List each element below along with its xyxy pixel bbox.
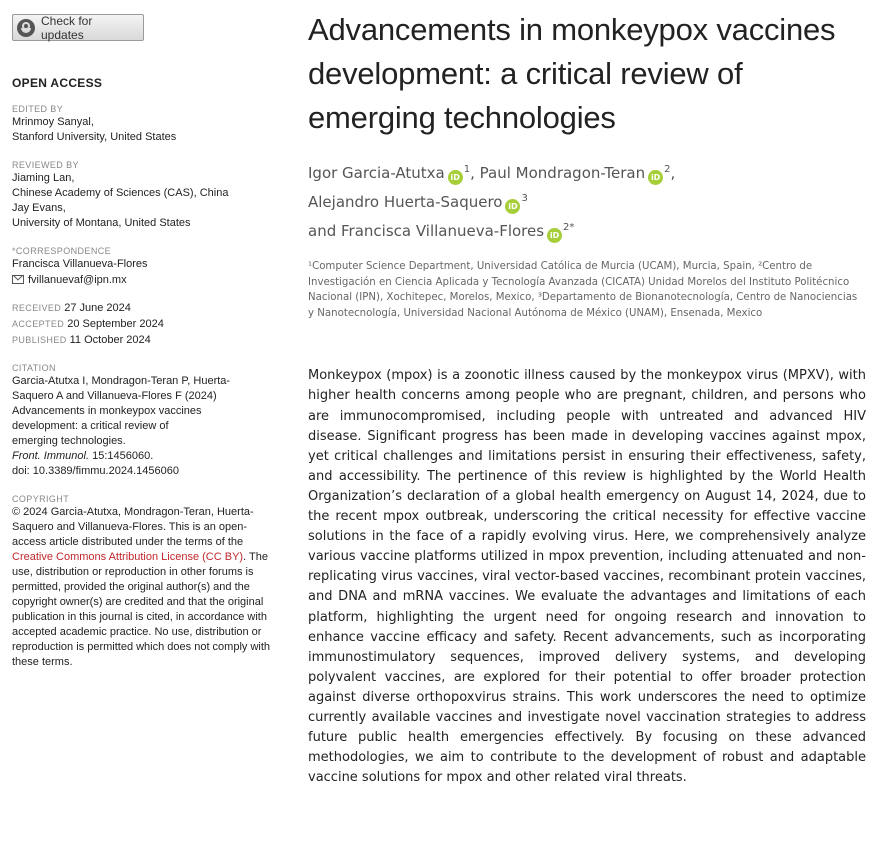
author-conjunction: and	[308, 222, 341, 240]
reviewer-2-affiliation: University of Montana, United States	[12, 216, 191, 229]
author-affiliation-marker: 2	[664, 164, 671, 175]
affiliations: ¹Computer Science Department, Universidad Católica de Murcia (UCAM), Murcia, Spain, ²Centro de Investigación en Ciencia Aplicada y Tecnología Avanzada (CICATA) Unidad Morelos del Instituto Politécnico Nacional (IPN), Xochitepec, Morelos, Mexico, ³Departamento de Bionanotecnología, Centro de Nanociencias y Nanotecnología, Universidad Nacional Autónoma de México (UNAM), Ensenada, Mexico	[308, 261, 858, 319]
citation-journal: Front. Immunol.	[12, 449, 90, 462]
orcid-icon[interactable]: iD	[648, 170, 663, 185]
check-for-updates-label: Check for updates	[41, 13, 93, 42]
citation-text	[12, 374, 274, 479]
accepted-date: 20 September 2024	[67, 317, 164, 330]
orcid-icon[interactable]: iD	[505, 199, 520, 214]
orcid-icon[interactable]: iD	[448, 170, 463, 185]
update-badge-icon	[17, 19, 35, 37]
citation-label: CITATION	[12, 362, 56, 373]
received-label: RECEIVED	[12, 302, 62, 313]
received-date: 27 June 2024	[64, 301, 131, 314]
copyright-text-end: . The use, distribution or reproduction in other forums is permitted, provided the original author(s) and the copyright owner(s) are credited and that the original publication in this journal is cited, in accordance with accepted academic practice. No use, distribution or reproduction is permitted which does not comply with these terms.	[12, 550, 271, 668]
citation-line: development: a critical review of	[12, 419, 169, 432]
article-title: Advancements in monkeypox vaccines development: a critical review of emerging technologies	[308, 12, 836, 135]
author-affiliation-marker: 1	[463, 164, 471, 175]
copyright-label: COPYRIGHT	[12, 493, 70, 504]
editor-affiliation: Stanford University, United States	[12, 130, 177, 143]
copyright-text-start: © 2024 Garcia-Atutxa, Mondragon-Teran, Huerta-Saquero and Villanueva-Flores. This is an open-access article distributed under the terms of the	[12, 505, 254, 548]
reviewer-1-affiliation: Chinese Academy of Sciences (CAS), China	[12, 186, 229, 199]
mail-icon	[12, 275, 24, 284]
author-name[interactable]: Alejandro Huerta-Saquero	[308, 193, 503, 211]
correspondent-email-row[interactable]	[12, 272, 274, 288]
citation-line: Garcia-Atutxa I, Mondragon-Teran P, Huerta-	[12, 374, 231, 387]
dates-block	[12, 300, 274, 348]
correspondence-label: *CORRESPONDENCE	[12, 245, 112, 256]
citation-line: Saquero A and Villanueva-Flores F (2024)	[12, 389, 217, 402]
reviewer-1-name: Jiaming Lan,	[12, 171, 75, 184]
article-main	[308, 8, 866, 788]
cc-by-license-link[interactable]: Creative Commons Attribution License (CC BY)	[12, 550, 244, 563]
article-info-sidebar	[12, 14, 274, 670]
author-affiliation-marker: 3	[521, 193, 528, 204]
author-affiliation-marker: 2*	[563, 222, 575, 233]
abstract: Monkeypox (mpox) is a zoonotic illness caused by the monkeypox virus (MPXV), with higher health concerns among people who are pregnant, children, and persons who are immunocompromised, including people with untreated and advanced HIV disease. Significant progress has been made in developing vaccines against mpox, yet critical challenges and limitations persist in ensuring their effectiveness, safety, and accessibility. The pertinence of this review is highlighted by the World Health Organization’s declaration of a global health emergency on August 14, 2024, due to the recent mpox outbreak, underscoring the critical necessity for effective vaccine solutions in the face of a rapidly evolving virus. Here, we comprehensively analyze various vaccine platforms utilized in mpox prevention, including attenuated and non-replicating virus vaccines, viral vector-based vaccines, recombinant protein vaccines, and DNA and mRNA vaccines. We evaluate the advantages and limitations of each platform, highlighting the urgent need for ongoing research and innovation to enhance vaccine efficacy and safety. Recent advancements, such as incorporating immunostimulatory sequences, improved delivery systems, and developing polyvalent vaccines, are explored for their potential to offer broader protection against diverse orthopoxvirus strains. This work underscores the need to optimize currently available vaccines and investigate novel vaccination strategies to address future public health emergencies effectively. By focusing on these advanced methodologies, we aim to contribute to the development of robust and adaptable vaccine solutions for mpox and other related viral threats.	[308, 368, 866, 786]
orcid-icon[interactable]: iD	[547, 228, 562, 243]
editor-name: Mrinmoy Sanyal,	[12, 115, 94, 128]
author-separator: ,	[670, 164, 676, 182]
citation-line: emerging technologies.	[12, 434, 126, 447]
published-label: PUBLISHED	[12, 334, 67, 345]
author-name[interactable]: Igor Garcia-Atutxa	[308, 164, 445, 182]
published-date: 11 October 2024	[69, 333, 151, 346]
author-name[interactable]: Paul Mondragon-Teran	[479, 164, 646, 182]
author-separator: ,	[470, 164, 480, 182]
correspondent-name: Francisca Villanueva-Flores	[12, 257, 148, 270]
copyright-text	[12, 505, 274, 670]
citation-line: Advancements in monkeypox vaccines	[12, 404, 202, 417]
citation-doi[interactable]: doi: 10.3389/fimmu.2024.1456060	[12, 464, 179, 477]
reviewer-2-name: Jay Evans,	[12, 201, 66, 214]
correspondent-email[interactable]: fvillanuevaf@ipn.mx	[28, 273, 127, 286]
edited-by-label: EDITED BY	[12, 103, 64, 114]
accepted-label: ACCEPTED	[12, 318, 65, 329]
author-list	[308, 157, 866, 244]
reviewed-by-label: REVIEWED BY	[12, 159, 79, 170]
citation-volume: 15:1456060.	[92, 449, 154, 462]
check-for-updates-button[interactable]	[12, 14, 144, 41]
author-name[interactable]: Francisca Villanueva-Flores	[341, 222, 545, 240]
open-access-label: OPEN ACCESS	[12, 75, 103, 90]
